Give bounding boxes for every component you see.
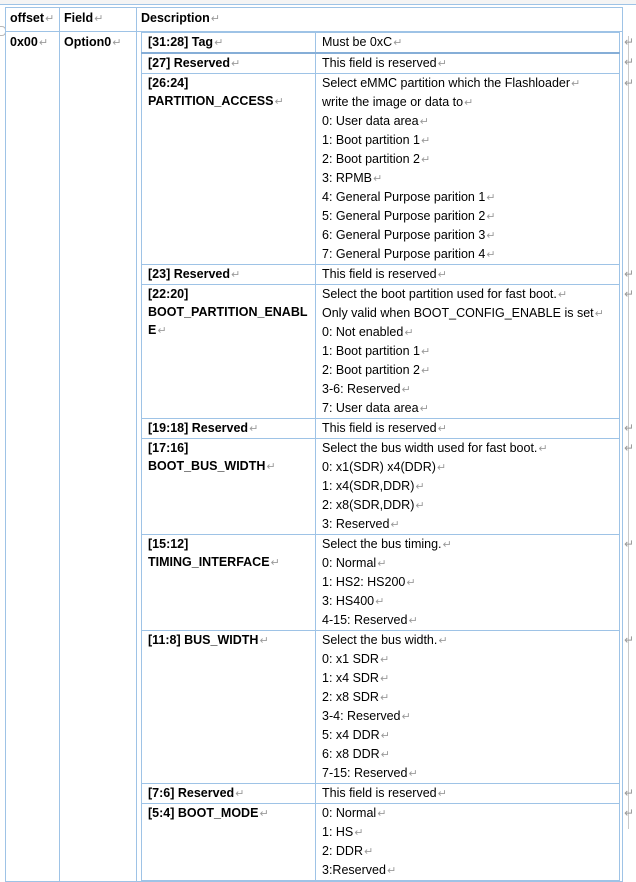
bits-cell — [142, 285, 316, 419]
paragraph-mark-icon: ↵ — [594, 308, 604, 320]
desc-line: 0: User data area↵ — [322, 114, 429, 128]
bits-label: [31:28] Tag↵ — [148, 35, 224, 49]
field-cell: Option0↵ — [60, 32, 137, 882]
bits-label: [22:20] — [148, 287, 189, 301]
paragraph-mark-icon: ↵ — [386, 865, 397, 877]
table-row — [6, 32, 623, 882]
row-end-mark-icon: ↵ — [624, 266, 635, 281]
bits-label: [7:6] Reserved↵ — [148, 786, 245, 800]
paragraph-mark-icon: ↵ — [571, 78, 581, 90]
paragraph-mark-icon: ↵ — [419, 403, 429, 415]
bits-cell — [142, 419, 316, 439]
paragraph-mark-icon: ↵ — [157, 325, 167, 337]
paragraph-mark-icon: ↵ — [557, 289, 568, 301]
bits-cell — [142, 439, 316, 535]
bits-label: TIMING_INTERFACE↵ — [148, 555, 280, 569]
table-row — [142, 74, 620, 265]
desc-line: 3-4: Reserved↵ — [322, 709, 411, 723]
paragraph-mark-icon: ↵ — [377, 558, 387, 570]
desc-line: write the image or data to↵ — [322, 95, 474, 109]
desc-cell — [316, 419, 620, 439]
desc-cell — [316, 784, 620, 804]
paragraph-mark-icon: ↵ — [375, 596, 385, 608]
desc-line: 7-15: Reserved↵ — [322, 766, 418, 780]
desc-line: 5: x4 DDR↵ — [322, 728, 390, 742]
table-row — [142, 784, 620, 804]
paragraph-mark-icon: ↵ — [231, 269, 241, 281]
paragraph-mark-icon: ↵ — [420, 135, 431, 147]
paragraph-mark-icon: ↵ — [249, 423, 259, 435]
row-end-mark-icon: ↵ — [624, 55, 635, 69]
register-table — [5, 7, 623, 882]
bits-label: BOOT_BUS_WIDTH↵ — [148, 459, 276, 473]
desc-line: Select the boot partition used for fast boot.↵ — [322, 287, 568, 301]
paragraph-mark-icon: ↵ — [231, 58, 241, 70]
bits-cell — [142, 784, 316, 804]
desc-line: 2: x8(SDR,DDR)↵ — [322, 498, 425, 512]
paragraph-mark-icon: ↵ — [379, 673, 390, 685]
desc-line: 2: Boot partition 2↵ — [322, 152, 431, 166]
desc-line: 5: General Purpose parition 2↵ — [322, 209, 496, 223]
desc-line: 3: Reserved↵ — [322, 517, 400, 531]
desc-line: 7: User data area↵ — [322, 401, 429, 415]
table-row — [142, 631, 620, 784]
desc-line: 2: Boot partition 2↵ — [322, 363, 431, 377]
bits-cell — [142, 265, 316, 285]
desc-line: 4: General Purpose parition 1↵ — [322, 190, 496, 204]
desc-line: This field is reserved↵ — [322, 421, 447, 435]
header-row — [6, 8, 623, 32]
table-row — [142, 265, 620, 285]
table-row — [142, 285, 620, 419]
paragraph-mark-icon: ↵ — [363, 846, 374, 858]
desc-cell — [316, 439, 620, 535]
bits-label: [5:4] BOOT_MODE↵ — [148, 806, 269, 820]
desc-line: 3:Reserved↵ — [322, 863, 397, 877]
paragraph-mark-icon: ↵ — [373, 173, 383, 185]
bits-label: [19:18] Reserved↵ — [148, 421, 259, 435]
desc-line: 1: HS2: HS200↵ — [322, 575, 416, 589]
desc-cell — [316, 265, 620, 285]
desc-cell — [316, 631, 620, 784]
paragraph-mark-icon: ↵ — [464, 97, 474, 109]
paragraph-mark-icon: ↵ — [420, 365, 431, 377]
desc-line: This field is reserved↵ — [322, 267, 447, 281]
desc-line: This field is reserved↵ — [322, 56, 447, 70]
desc-cell — [316, 33, 620, 54]
paragraph-mark-icon: ↵ — [379, 654, 390, 666]
desc-line: This field is reserved↵ — [322, 786, 447, 800]
bits-label: E↵ — [148, 323, 167, 337]
row-end-mark-icon: ↵ — [624, 536, 635, 551]
paragraph-mark-icon: ↵ — [404, 327, 414, 339]
bits-label: [11:8] BUS_WIDTH↵ — [148, 633, 269, 647]
row-end-mark-icon: ↵ — [624, 75, 635, 90]
desc-cell — [316, 804, 620, 881]
table-row — [142, 33, 620, 54]
bits-cell — [142, 74, 316, 265]
description-cell — [137, 32, 623, 882]
bits-label: [26:24] — [148, 76, 189, 90]
desc-line: 2: DDR↵ — [322, 844, 374, 858]
bits-cell — [142, 33, 316, 54]
desc-cell — [316, 74, 620, 265]
row-end-mark-icon: ↵ — [624, 420, 635, 435]
paragraph-mark-icon: ↵ — [266, 461, 276, 473]
paragraph-mark-icon: ↵ — [438, 635, 448, 647]
desc-line: Select the bus timing.↵ — [322, 537, 452, 551]
paragraph-mark-icon: ↵ — [270, 557, 280, 569]
paragraph-mark-icon: ↵ — [486, 230, 496, 242]
desc-line: 0: Normal↵ — [322, 806, 387, 820]
offset-cell: 0x00↵ — [6, 32, 60, 882]
table-row — [142, 439, 620, 535]
paragraph-mark-icon: ↵ — [419, 116, 429, 128]
desc-line: 3-6: Reserved↵ — [322, 382, 411, 396]
paragraph-mark-icon: ↵ — [437, 58, 447, 70]
bits-label: [17:16] — [148, 441, 189, 455]
paragraph-mark-icon: ↵ — [486, 211, 496, 223]
paragraph-mark-icon: ↵ — [259, 635, 269, 647]
paragraph-mark-icon: ↵ — [415, 481, 425, 493]
paragraph-mark-icon: ↵ — [486, 192, 496, 204]
paragraph-mark-icon: ↵ — [437, 269, 447, 281]
paragraph-mark-icon: ↵ — [406, 577, 416, 589]
table-row — [142, 419, 620, 439]
paragraph-mark-icon: ↵ — [377, 808, 387, 820]
top-ruler — [0, 0, 636, 5]
desc-line: 0: x1(SDR) x4(DDR)↵ — [322, 460, 447, 474]
paragraph-mark-icon: ↵ — [390, 519, 400, 531]
desc-line: 6: General Purpose parition 3↵ — [322, 228, 496, 242]
bits-label: [15:12] — [148, 537, 189, 551]
bits-label: [27] Reserved↵ — [148, 56, 241, 70]
desc-line: 2: x8 SDR↵ — [322, 690, 390, 704]
header-offset: offset↵ — [6, 8, 60, 32]
desc-line: 0: Not enabled↵ — [322, 325, 414, 339]
desc-line: 1: x4(SDR,DDR)↵ — [322, 479, 425, 493]
paragraph-mark-icon: ↵ — [437, 423, 447, 435]
paragraph-mark-icon: ↵ — [380, 730, 390, 742]
desc-line: 0: x1 SDR↵ — [322, 652, 390, 666]
paragraph-mark-icon: ↵ — [379, 692, 390, 704]
paragraph-mark-icon: ↵ — [393, 37, 403, 49]
paragraph-mark-icon: ↵ — [486, 249, 496, 261]
desc-line: 0: Normal↵ — [322, 556, 387, 570]
bits-cell — [142, 53, 316, 74]
paragraph-mark-icon: ↵ — [408, 615, 418, 627]
paragraph-mark-icon: ↵ — [538, 443, 548, 455]
desc-line: Select the bus width used for fast boot.↵ — [322, 441, 548, 455]
desc-line: Select eMMC partition which the Flashloader↵ — [322, 76, 581, 90]
desc-line: Select the bus width.↵ — [322, 633, 448, 647]
bits-label: [23] Reserved↵ — [148, 267, 241, 281]
table-row — [142, 53, 620, 74]
bitfield-table — [141, 32, 620, 881]
desc-cell — [316, 285, 620, 419]
desc-line: 1: Boot partition 1↵ — [322, 133, 431, 147]
desc-cell — [316, 535, 620, 631]
row-end-mark-icon: ↵ — [624, 34, 635, 49]
desc-line: 7: General Purpose parition 4↵ — [322, 247, 496, 261]
desc-line: 1: HS↵ — [322, 825, 364, 839]
row-end-mark-icon: ↵ — [624, 286, 635, 301]
paragraph-mark-icon: ↵ — [380, 749, 390, 761]
paragraph-mark-icon: ↵ — [408, 768, 418, 780]
row-end-mark-icon: ↵ — [624, 440, 635, 455]
desc-line: 3: RPMB↵ — [322, 171, 383, 185]
paragraph-mark-icon: ↵ — [259, 808, 269, 820]
row-end-mark-icon: ↵ — [624, 785, 635, 800]
paragraph-mark-icon: ↵ — [235, 788, 245, 800]
paragraph-mark-icon: ↵ — [437, 788, 447, 800]
table-row — [142, 535, 620, 631]
bits-cell — [142, 631, 316, 784]
header-description: Description↵ — [137, 8, 623, 32]
bits-cell — [142, 804, 316, 881]
paragraph-mark-icon: ↵ — [442, 539, 452, 551]
paragraph-mark-icon: ↵ — [436, 462, 447, 474]
desc-line: 1: Boot partition 1↵ — [322, 344, 431, 358]
desc-line: 6: x8 DDR↵ — [322, 747, 390, 761]
desc-line: 3: HS400↵ — [322, 594, 385, 608]
paragraph-mark-icon: ↵ — [401, 384, 411, 396]
paragraph-mark-icon: ↵ — [401, 711, 411, 723]
desc-line: Only valid when BOOT_CONFIG_ENABLE is set↵ — [322, 306, 604, 320]
paragraph-mark-icon: ↵ — [354, 827, 364, 839]
desc-line: 4-15: Reserved↵ — [322, 613, 418, 627]
paragraph-mark-icon: ↵ — [214, 37, 224, 49]
header-field: Field↵ — [60, 8, 137, 32]
row-end-mark-icon: ↵ — [624, 632, 635, 647]
table-row — [142, 804, 620, 881]
desc-line: Must be 0xC↵ — [322, 35, 403, 49]
bits-label: BOOT_PARTITION_ENABL — [148, 305, 308, 319]
desc-cell — [316, 53, 620, 74]
paragraph-mark-icon: ↵ — [420, 346, 431, 358]
paragraph-mark-icon: ↵ — [420, 154, 431, 166]
bits-cell — [142, 535, 316, 631]
paragraph-mark-icon: ↵ — [274, 96, 284, 108]
desc-line: 1: x4 SDR↵ — [322, 671, 390, 685]
paragraph-mark-icon: ↵ — [415, 500, 425, 512]
bits-label: PARTITION_ACCESS↵ — [148, 94, 284, 108]
row-end-mark-icon: ↵ — [624, 805, 635, 820]
